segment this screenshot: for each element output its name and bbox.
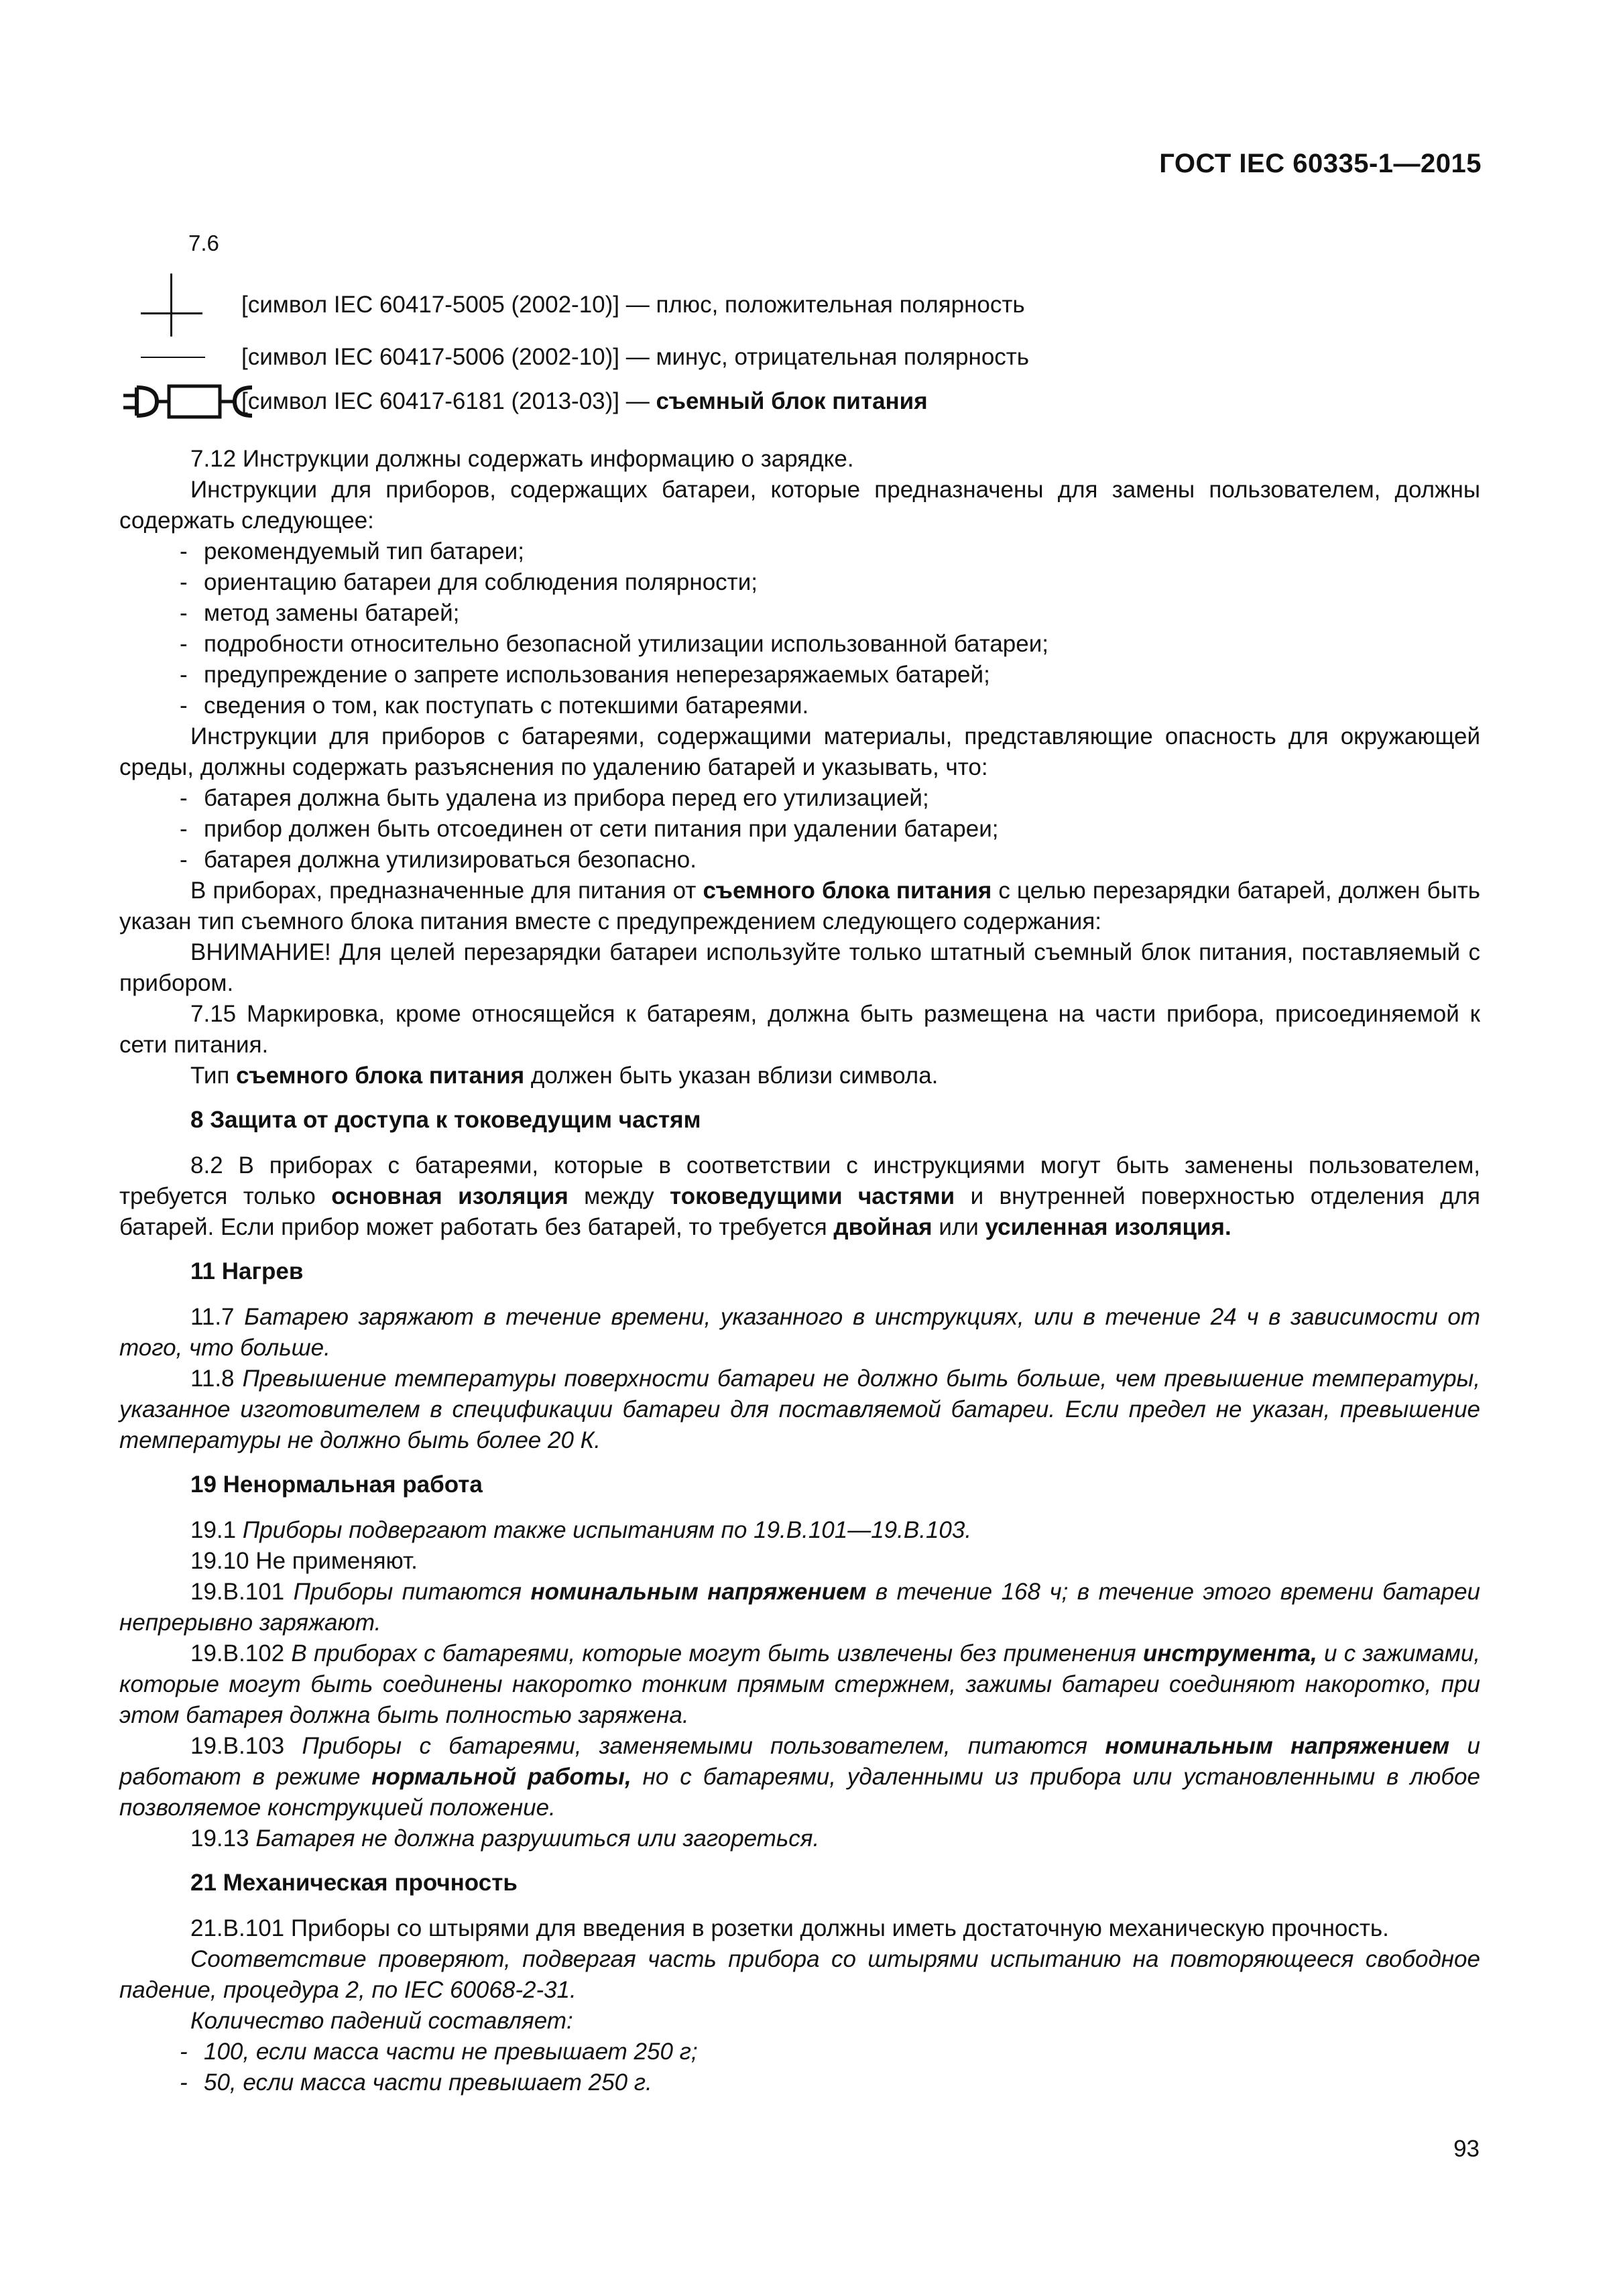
- paragraph-11-8: 11.8 Превышение температуры поверхности батареи не должно быть больше, чем превышение температуры, указанное изготовителем в спецификации батареи для поставляемой батареи. Если предел не указан, превышение температуры не должно быть более 20 К.: [119, 1366, 1481, 1453]
- list-item: - прибор должен быть отсоединен от сети питания при удалении батареи;: [180, 816, 999, 842]
- heading-section-8: 8 Защита от доступа к токоведущим частям: [190, 1107, 701, 1133]
- paragraph-7-12-b: Инструкции для приборов, содержащих батареи, которые предназначены для замены пользователем, должны содержать следующее:: [119, 477, 1480, 534]
- paragraph-7-12-c: Инструкции для приборов с батареями, содержащими материалы, представляющие опасность для окружающей среды, должны содержать разъяснения по удалению батарей и указывать, что:: [119, 723, 1480, 780]
- list-item: - батарея должна быть удалена из прибора перед его утилизацией;: [180, 785, 929, 811]
- list-item: - метод замены батарей;: [180, 600, 460, 626]
- symbol-row-minus: [121, 334, 1495, 381]
- list-item: - 100, если масса части не превышает 250 г;: [180, 2039, 698, 2065]
- paragraph-21-b-101-c: Количество падений составляет:: [190, 2008, 573, 2034]
- list-item: - батарея должна утилизироваться безопасно.: [180, 847, 697, 873]
- paragraph-19-b-102: 19.В.102 В приборах с батареями, которые могут быть извлечены без применения инструмента, и с зажимами, которые могут быть соединены накоротко тонким прямым стержнем, зажимы батареи соединяют накоротко, при этом батарея должна быть полностью заряжена.: [119, 1640, 1481, 1728]
- main-text: [119, 444, 1480, 2098]
- list-item: - подробности относительно безопасной утилизации использованной батареи;: [180, 631, 1049, 657]
- symbol-row-plus: [121, 282, 1495, 328]
- paragraph-21-b-101: 21.В.101 Приборы со штырями для введения в розетки должны иметь достаточную механическую прочность.: [190, 1915, 1389, 1941]
- list-item: - рекомендуемый тип батареи;: [180, 538, 524, 564]
- paragraph-7-15: 7.15 Маркировка, кроме относящейся к батареям, должна быть размещена на части прибора, присоединяемой к сети питания.: [119, 1001, 1480, 1058]
- plus-icon: [121, 282, 302, 328]
- paragraph-19-13: 19.13 Батарея не должна разрушиться или загореться.: [190, 1825, 820, 1852]
- symbol-plus-text: [символ IEC 60417-5005 (2002-10)] — плюс, положительная полярность: [241, 292, 1025, 318]
- list-item: - сведения о том, как поступать с потекшими батареями.: [180, 692, 809, 719]
- paragraph-7-15-b: Тип съемного блока питания должен быть указан вблизи символа.: [190, 1063, 939, 1089]
- paragraph-11-7: 11.7 Батарею заряжают в течение времени, указанного в инструкциях, или в течение 24 ч в зависимости от того, что больше.: [119, 1304, 1481, 1361]
- heading-section-19: 19 Ненормальная работа: [190, 1471, 483, 1498]
- section-number-7-6: 7.6: [188, 231, 219, 255]
- document-header: ГОСТ IEC 60335-1—2015: [1159, 149, 1482, 178]
- symbol-minus-text: [символ IEC 60417-5006 (2002-10)] — минус, отрицательная полярность: [241, 344, 1030, 370]
- list-item: - предупреждение о запрете использования неперезаряжаемых батарей;: [180, 662, 990, 688]
- minus-icon: [121, 334, 302, 381]
- heading-section-11: 11 Нагрев: [190, 1258, 304, 1284]
- symbol-supply-unit-text: [символ IEC 60417-6181 (2013-03)] — съемный блок питания: [241, 388, 928, 414]
- heading-section-21: 21 Механическая прочность: [190, 1870, 518, 1896]
- list-item: - ориентацию батареи для соблюдения полярности;: [180, 569, 758, 595]
- paragraph-warning: ВНИМАНИЕ! Для целей перезарядки батареи используйте только штатный съемный блок питания, поставляемый с прибором.: [119, 939, 1480, 996]
- detachable-supply-unit-icon: [121, 378, 302, 425]
- paragraph-19-1: 19.1 Приборы подвергают также испытаниям по 19.В.101—19.В.103.: [190, 1517, 972, 1543]
- paragraph-8-2: 8.2 В приборах с батареями, которые в соответствии с инструкциями могут быть заменены пользователем, требуется только основная изоляция между токоведущими частями и внутренней поверхностью отделения для батарей. Если прибор может работать без батарей, то требуется двойная или усиленная изоляция.: [119, 1152, 1480, 1240]
- paragraph-19-b-103: 19.В.103 Приборы с батареями, заменяемыми пользователем, питаются номинальным напряжением и работают в режиме нормальной работы, но с батареями, удаленными из прибора или установленными в любое позволяемое конструкцией положение.: [119, 1733, 1480, 1821]
- list-item: - 50, если масса части превышает 250 г.: [180, 2069, 652, 2096]
- paragraph-7-12: 7.12 Инструкции должны содержать информацию о зарядке.: [190, 446, 854, 472]
- paragraph-7-12-d: В приборах, предназначенные для питания от съемного блока питания с целью перезарядки батарей, должен быть указан тип съемного блока питания вместе с предупреждением следующего содержания:: [119, 878, 1480, 934]
- page-number: 93: [1453, 2136, 1480, 2162]
- paragraph-19-10: 19.10 Не применяют.: [190, 1548, 418, 1574]
- paragraph-21-b-101-b: Соответствие проверяют, подвергая часть прибора со штырями испытанию на повторяющееся свободное падение, процедура 2, по IEC 60068-2-31.: [119, 1946, 1480, 2003]
- symbol-row-supply-unit: [121, 378, 1495, 425]
- paragraph-19-b-101: 19.В.101 Приборы питаются номинальным напряжением в течение 168 ч; в течение этого времени батареи непрерывно заряжают.: [119, 1579, 1481, 1636]
